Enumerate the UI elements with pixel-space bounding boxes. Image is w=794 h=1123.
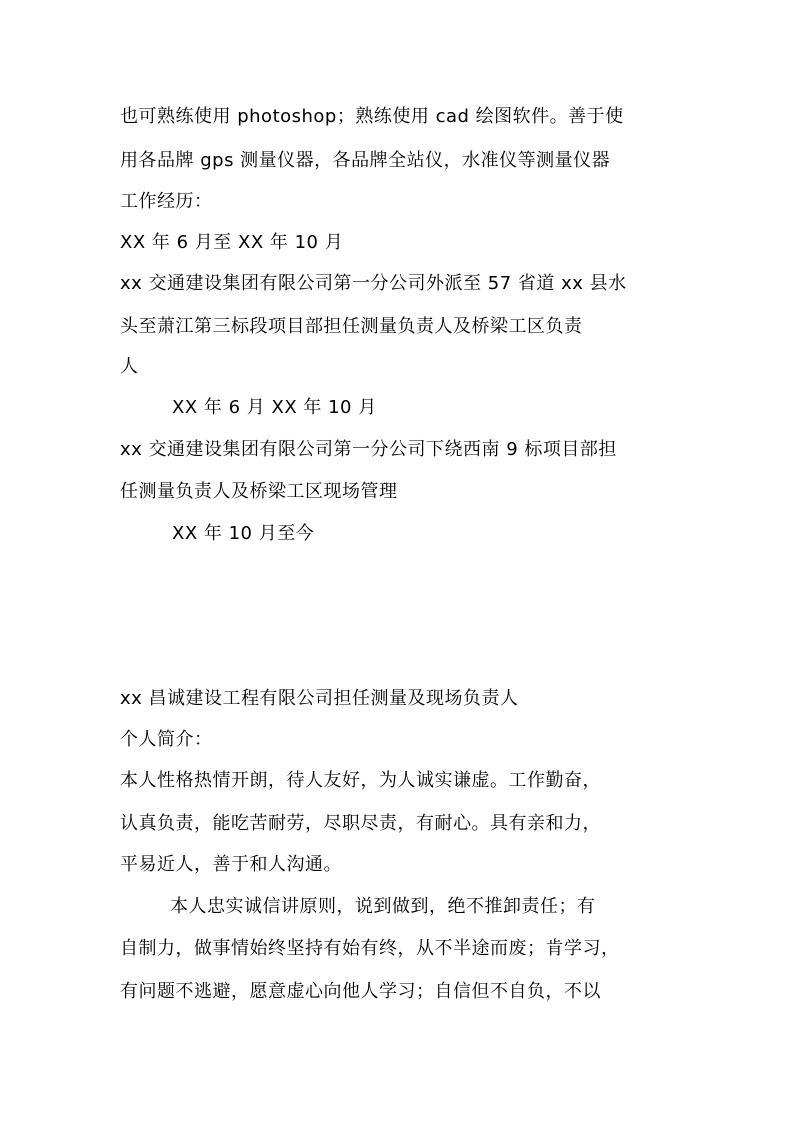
section-heading-work-experience: 工作经历： <box>120 191 213 212</box>
text-line: 本人忠实诚信讲原则，说到做到，绝不推卸责任；有 <box>170 896 596 917</box>
text-line: 有问题不逃避，愿意虚心向他人学习；自信但不自负，不以 <box>120 981 601 1002</box>
section-heading-personal-profile: 个人简介： <box>120 729 213 750</box>
text-line: 用各品牌 gps 测量仪器，各品牌全站仪，水准仪等测量仪器 <box>120 150 611 171</box>
date-range: XX 年 10 月至今 <box>172 523 315 544</box>
text-line: 平易近人，善于和人沟通。 <box>120 854 342 875</box>
text-line: 认真负责，能吃苦耐劳，尽职尽责，有耐心。具有亲和力， <box>120 813 601 834</box>
text-line: 本人性格热情开朗，待人友好，为人诚实谦虚。工作勤奋， <box>120 770 601 791</box>
text-line: 自制力，做事情始终坚持有始有终，从不半途而废；肯学习， <box>120 938 620 959</box>
text-line: 人 <box>120 356 139 377</box>
text-line: 头至萧江第三标段项目部担任测量负责人及桥梁工区负责 <box>120 316 583 337</box>
text-line: 也可熟练使用 photoshop；熟练使用 cad 绘图软件。善于使 <box>120 106 624 127</box>
text-line: 任测量负责人及桥梁工区现场管理 <box>120 481 398 502</box>
date-range: XX 年 6 月至 XX 年 10 月 <box>120 232 344 253</box>
text-line: xx 昌诚建设工程有限公司担任测量及现场负责人 <box>120 688 519 709</box>
text-line: xx 交通建设集团有限公司第一分公司外派至 57 省道 xx 县水 <box>120 273 627 294</box>
date-range: XX 年 6 月 XX 年 10 月 <box>172 397 377 418</box>
text-line: xx 交通建设集团有限公司第一分公司下绕西南 9 标项目部担 <box>120 439 617 460</box>
